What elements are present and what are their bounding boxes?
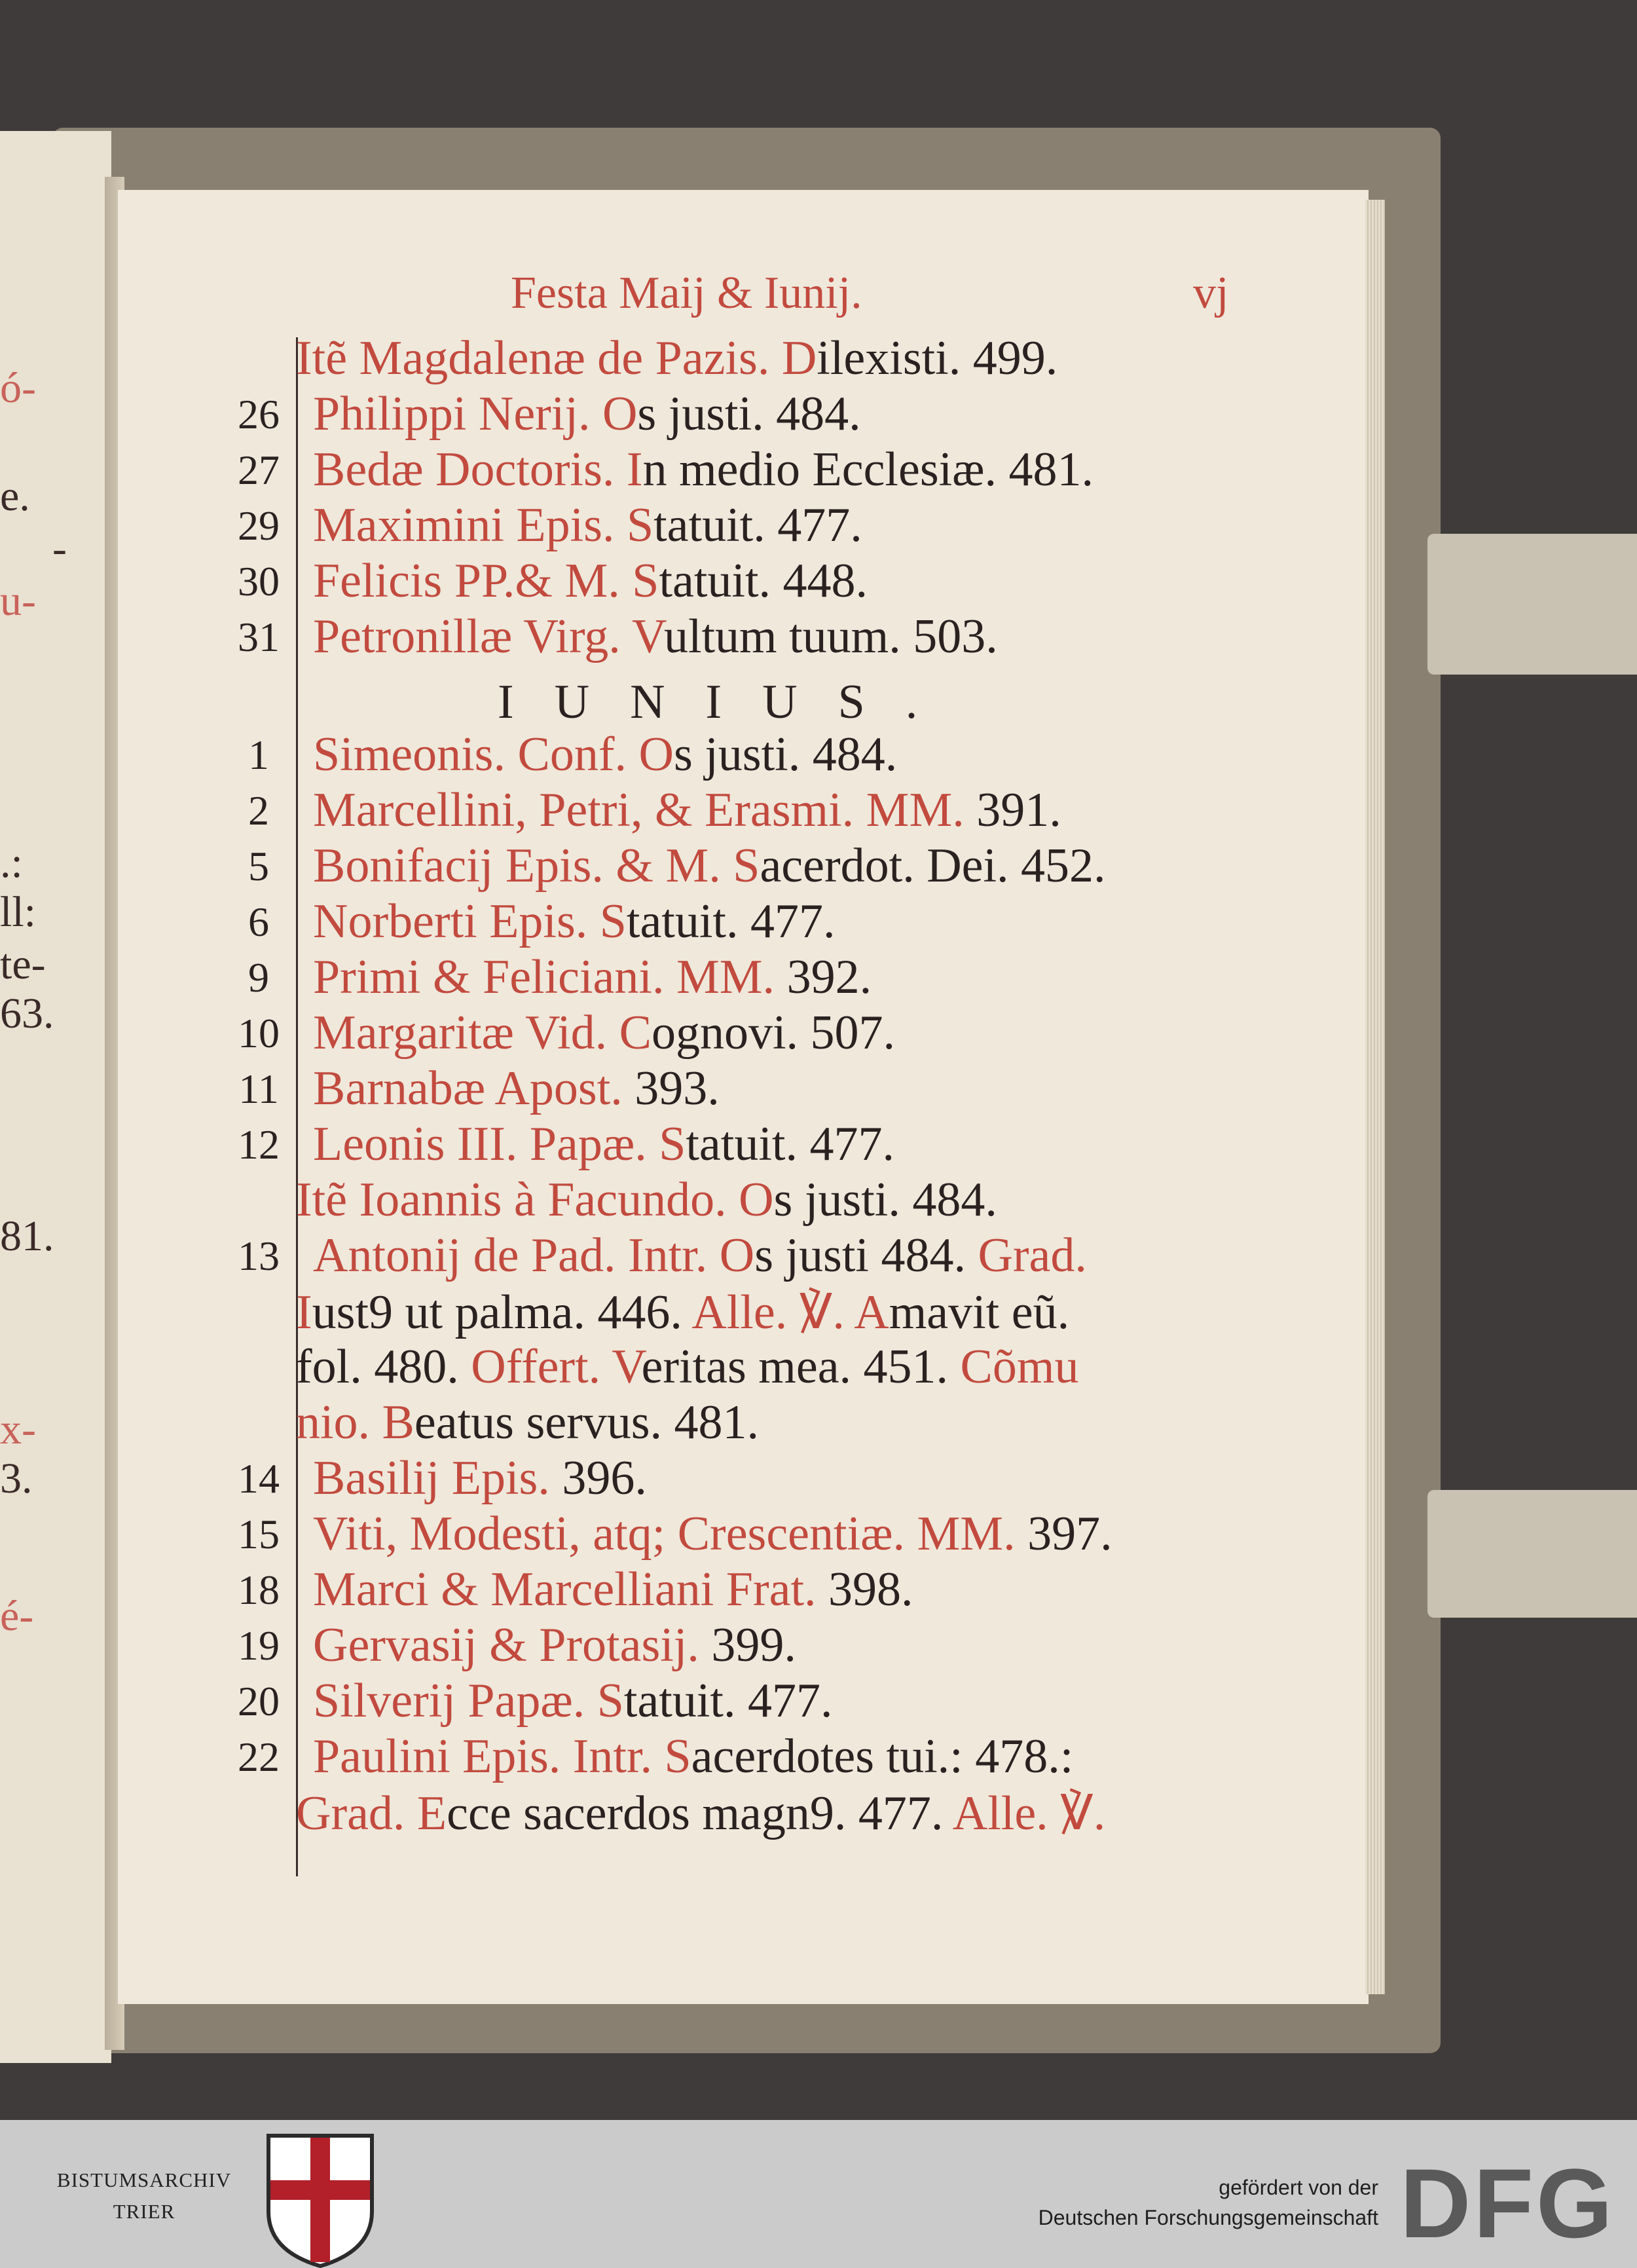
funding-line-1: gefördert von der — [1219, 2176, 1378, 2199]
body-text: cce sacerdos magn9. 477. — [447, 1787, 944, 1840]
body-text: 391. — [976, 783, 1061, 837]
body-text: eatus servus. 481. — [414, 1396, 760, 1449]
body-text: tatuit. 477. — [626, 895, 836, 948]
feast-line — [313, 553, 868, 609]
feast-line — [296, 331, 1058, 386]
day-number: 30 — [238, 558, 280, 604]
feast-line — [313, 894, 836, 950]
rubric-text: S — [733, 839, 760, 893]
day-number: 9 — [248, 954, 269, 1001]
feast-line — [313, 783, 1061, 838]
rubric-text: Viti, Modesti, atq; Crescentiæ. MM. — [313, 1507, 1016, 1561]
archive-line-1: BISTUMSARCHIV — [56, 2168, 232, 2191]
feast-line — [313, 498, 862, 553]
folio-number: vj — [1193, 268, 1229, 318]
rubric-text: Philippi Nerij. — [313, 387, 591, 441]
day-number: 18 — [238, 1567, 280, 1613]
day-number: 13 — [238, 1233, 280, 1279]
feast-line — [313, 1451, 647, 1506]
body-text: 399. — [711, 1618, 796, 1672]
rubric-text: Maximini Epis. — [313, 498, 615, 552]
rubric-text: I — [296, 1286, 312, 1339]
day-number: 5 — [248, 843, 269, 889]
rubric-text: C — [619, 1006, 652, 1060]
body-text: tatuit. 448. — [659, 554, 868, 608]
feast-line — [313, 442, 1094, 498]
feast-line — [296, 1172, 997, 1228]
rubric-text: O — [739, 1173, 774, 1227]
body-text: ust9 ut palma. 446. — [312, 1286, 682, 1339]
body-text: fol. 480. — [296, 1340, 459, 1394]
clasp-strap-lower — [1427, 1490, 1637, 1618]
body-text: eritas mea. 451. — [641, 1340, 949, 1394]
rubric-text: S — [632, 554, 659, 608]
day-number: 2 — [248, 787, 269, 834]
left-page-fragment: x- — [0, 1405, 36, 1453]
feast-line — [313, 1228, 1087, 1284]
feast-line — [313, 386, 861, 442]
rubric-text: Itẽ Magdalenæ de Pazis. — [296, 331, 770, 385]
body-text: 396. — [562, 1451, 647, 1505]
left-page-fragment: - — [52, 525, 67, 572]
body-text: mavit eũ. — [889, 1286, 1070, 1339]
rubric-text: Basilij Epis. — [313, 1451, 550, 1505]
rubric-text: Leonis III. Papæ. — [313, 1117, 647, 1171]
left-page-fragment: .: — [0, 839, 23, 887]
funding-line-2: Deutschen Forschungsgemeinschaft — [1038, 2206, 1378, 2229]
rubric-text: Paulini Epis. Intr. — [313, 1730, 652, 1783]
rubric-text: Silverij Papæ. — [313, 1674, 585, 1728]
body-text: tatuit. 477. — [686, 1117, 894, 1171]
feast-line — [313, 727, 897, 783]
dfg-logo: DFG — [1400, 2148, 1615, 2258]
body-text: tatuit. 477. — [653, 498, 862, 552]
feast-line — [313, 1562, 913, 1618]
feast-line — [313, 1506, 1113, 1562]
page-edges — [1365, 200, 1385, 1994]
body-text: ilexisti. 499. — [817, 331, 1058, 385]
rubric-text: Primi & Feliciani. MM. — [313, 950, 775, 1004]
day-number: 1 — [248, 732, 269, 778]
rubric-text: Offert. V — [471, 1340, 642, 1394]
rubric-text: Antonij de Pad. Intr. — [313, 1229, 708, 1282]
feast-line — [296, 1284, 1069, 1341]
body-text: n medio Ecclesiæ. 481. — [642, 443, 1094, 496]
rubric-text: Felicis PP.& M. — [313, 554, 620, 608]
left-page-fragment: 3. — [0, 1455, 33, 1502]
archive-line-2: TRIER — [113, 2200, 175, 2223]
feast-line — [313, 1005, 895, 1061]
left-page — [0, 131, 111, 2063]
rubric-text: Simeonis. Conf. — [313, 728, 627, 781]
rubric-text: Alle. ℣. — [952, 1787, 1106, 1840]
feast-line — [313, 1729, 1073, 1785]
running-header: Festa Maij & Iunij. — [511, 268, 862, 318]
body-text: 392. — [786, 950, 872, 1004]
diocese-shield-icon — [265, 2133, 376, 2268]
day-number: 6 — [248, 899, 269, 945]
body-text: acerdotes tui.: 478.: — [691, 1730, 1074, 1783]
day-number: 15 — [238, 1511, 280, 1557]
rubric-text: Margaritæ Vid. — [313, 1006, 608, 1060]
funding-note — [1039, 2172, 1378, 2233]
rubric-text: V — [631, 610, 664, 663]
body-text: acerdot. Dei. 452. — [760, 839, 1106, 893]
day-number: 11 — [238, 1066, 279, 1112]
day-number: 31 — [238, 614, 280, 660]
rubric-text: Marci & Marcelliani Frat. — [313, 1563, 817, 1616]
body-text: ognovi. 507. — [652, 1006, 896, 1060]
left-page-fragment: u- — [0, 577, 36, 625]
rubric-text: Bonifacij Epis. & M. — [313, 839, 721, 893]
rubric-text: O — [719, 1229, 755, 1282]
rubric-text: Itẽ Ioannis à Facundo. — [296, 1173, 727, 1227]
feast-line — [313, 1061, 720, 1117]
day-number: 27 — [238, 447, 280, 493]
body-text: 393. — [635, 1062, 720, 1115]
left-page-fragment: 63. — [0, 990, 54, 1037]
rubric-text: Cõmu — [960, 1340, 1079, 1394]
left-page-fragment: é- — [0, 1592, 34, 1640]
feast-line — [313, 838, 1106, 894]
rubric-text: Norberti Epis. — [313, 895, 588, 948]
feast-line — [296, 1395, 759, 1451]
left-page-fragment: 81. — [0, 1212, 54, 1260]
body-text: s justi. 484. — [773, 1173, 997, 1227]
day-number: 26 — [238, 391, 280, 437]
body-text: ultum tuum. 503. — [663, 610, 998, 663]
left-page-fragment: e. — [0, 472, 30, 520]
rubric-text: Barnabæ Apost. — [313, 1062, 623, 1115]
footer-bar — [0, 2120, 1637, 2268]
left-page-fragment: ll: — [0, 888, 37, 936]
body-text: s justi 484. — [754, 1229, 966, 1282]
rubric-text: Bedæ Doctoris. — [313, 443, 615, 496]
feast-line — [313, 609, 998, 665]
day-number: 12 — [238, 1121, 280, 1168]
rubric-text: S — [659, 1117, 686, 1171]
body-text: s justi. 484. — [673, 728, 898, 781]
rubric-text: Grad. E — [296, 1787, 447, 1840]
rubric-text: S — [664, 1730, 691, 1783]
archive-name — [39, 2165, 249, 2227]
day-number: 20 — [238, 1678, 280, 1724]
clasp-strap-upper — [1427, 534, 1637, 675]
feast-line — [313, 1117, 894, 1172]
rubric-text: Grad. — [978, 1229, 1087, 1282]
column-rule — [296, 337, 298, 1876]
body-text: tatuit. 477. — [623, 1674, 833, 1728]
rubric-text: Alle. ℣. A — [691, 1286, 889, 1339]
feast-line — [313, 1673, 833, 1729]
rubric-text: O — [638, 728, 674, 781]
feast-line — [313, 950, 872, 1005]
body-text: 397. — [1027, 1507, 1113, 1561]
left-page-fragment: te- — [0, 940, 46, 988]
rubric-text: D — [781, 331, 817, 385]
feast-line — [313, 1618, 796, 1673]
rubric-text: S — [597, 1674, 624, 1728]
rubric-text: Marcellini, Petri, & Erasmi. MM. — [313, 783, 965, 837]
body-text: 398. — [828, 1563, 913, 1616]
body-text: s justi. 484. — [637, 387, 861, 441]
day-number: 14 — [238, 1455, 280, 1502]
feast-line — [296, 1339, 1078, 1395]
rubric-text: S — [626, 498, 654, 552]
day-number: 10 — [238, 1010, 280, 1056]
day-number: 29 — [238, 502, 280, 549]
rubric-text: Petronillæ Virg. — [313, 610, 621, 663]
day-number: 19 — [238, 1622, 280, 1669]
feast-line — [296, 1785, 1105, 1842]
left-page-fragment: ó- — [0, 364, 36, 412]
month-heading: IUNIUS. — [498, 675, 959, 729]
day-number: 22 — [238, 1734, 280, 1780]
rubric-text: Gervasij & Protasij. — [313, 1618, 699, 1672]
rubric-text: S — [599, 895, 627, 948]
rubric-text: nio. B — [296, 1396, 414, 1449]
rubric-text: I — [626, 443, 643, 496]
rubric-text: O — [602, 387, 638, 441]
